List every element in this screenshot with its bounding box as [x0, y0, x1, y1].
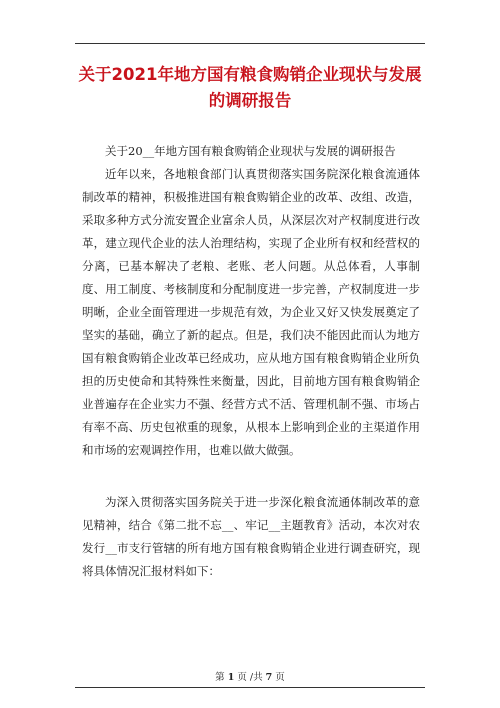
footer-suffix: 页 [275, 672, 285, 683]
document-body [82, 140, 420, 583]
document-subheading: 关于20__年地方国有粮食购销企业现状与发展的调研报告 [105, 144, 396, 158]
footer-prefix: 第 [215, 672, 225, 683]
footer-page-number: 1 [227, 672, 235, 683]
body-paragraph-1: 近年以来，各地粮食部门认真贯彻落实国务院深化粮食流通体制改革的精神，积极推进国有粮食购销企业的改革、改组、改造，采取多种方式分流安置企业富余人员，从深层次对产权制度进行改革，建立现代企业的法人治理结构，实现了企业所有权和经营权的分离，已基本解决了老粮、老账、老人问题。从总体看，人事制度、用工制度、考核制度和分配制度进一步完善，产权制度进一步明晰，企业全面管理进一步规范有效，为企业又好又快发展奠定了坚实的基础，确立了新的起点。但是，我们决不能因此而认为地方国有粮食购销企业改革已经成功，应从地方国有粮食购销企业所负担的历史使命和其特殊性来衡量，因此，目前地方国有粮食购销企业普遍存在企业实力不强、经营方式不活、管理机制不强、市场占有率不高、历史包袱重的现象，从根本上影响到企业的主渠道作用和市场的宏观调控作用，也难以做大做强。 [82, 167, 420, 457]
page-footer [0, 672, 500, 684]
body-paragraph-2: 为深入贯彻落实国务院关于进一步深化粮食流通体制改革的意见精神，结合《第二批不忘__、牢记__主题教育》活动，本次对农发行__市支行管辖的所有地方国有粮食购销企业进行调查研究，现将具体情况汇报材料如下： [82, 495, 420, 578]
footer-mid: 页 /共 [237, 672, 263, 683]
document-title: 关于2021年地方国有粮食购销企业现状与发展的调研报告 [78, 65, 422, 110]
footer-rule [75, 687, 425, 688]
footer-total-pages: 7 [265, 672, 273, 683]
header-rule [75, 43, 425, 44]
